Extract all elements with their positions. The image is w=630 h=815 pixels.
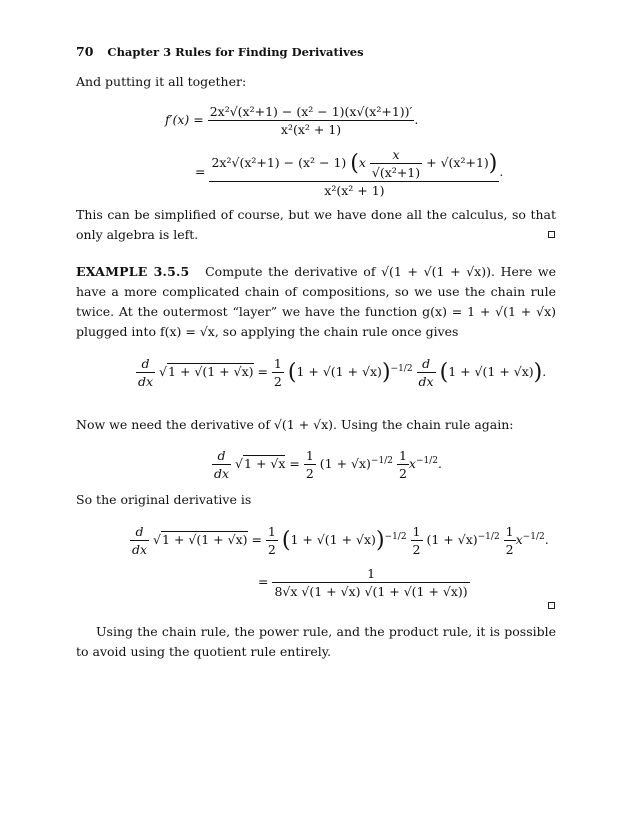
equation-2: $\frac{d}{dx}$ √1 + √(1 + √x) = $\frac{1}{2}$ $(1 + √(1 + √x))^{-1/2}$ $\frac{d}{dx}$ (1 + √(1 + √x)). xyxy=(138,356,547,389)
eq1-denominator-2: x²(x² + 1) xyxy=(209,181,499,198)
equation-1-line-2 xyxy=(195,147,503,198)
eq2-lhs-radicand: 1 + √(1 + √x) xyxy=(168,364,254,379)
half-numerator: 1 xyxy=(273,356,282,371)
dx-symbol-2: dx xyxy=(418,374,434,389)
eq3-dx: dx xyxy=(214,466,230,481)
eq4-mid-exp: −1/2 xyxy=(477,531,500,542)
running-title: Chapter 3 Rules for Finding Derivatives xyxy=(107,45,364,59)
eq2-exponent: −1/2 xyxy=(390,363,413,374)
eq3-rhs: (1 + √x) xyxy=(319,456,371,471)
eq4-period: . xyxy=(544,532,549,547)
half-denominator: 2 xyxy=(273,374,282,389)
eq4-derivative-operator xyxy=(130,524,149,557)
right-paren: ) xyxy=(488,151,498,176)
eq1-fraction-2 xyxy=(209,147,499,198)
eq1-denominator-1: x²(x² + 1) xyxy=(208,120,415,137)
eq4-half-den: 2 xyxy=(267,542,276,557)
d-symbol: d xyxy=(141,356,150,371)
left-paren: ( xyxy=(350,151,359,176)
eq3-tail-exp: −1/2 xyxy=(415,455,438,466)
eq4-half-2 xyxy=(411,524,423,557)
eq4-half2-num: 1 xyxy=(412,524,421,539)
d-symbol-2: d xyxy=(422,356,431,371)
eq4-d: d xyxy=(135,524,144,539)
eq4-paren: 1 + √(1 + √x) xyxy=(290,532,376,547)
qed-box-2 xyxy=(548,602,555,609)
eq1-numerator-2: 2x²√(x²+1) − (x² − 1) (x $\frac{x}{\text{√(x²+1)}}$ + √(x²+1)) xyxy=(211,147,498,180)
eq4-final-fraction xyxy=(272,566,469,599)
equation-3: $\frac{d}{dx}$ √1 + √x = $\frac{1}{2}$ $(1 + √x)^{-1/2}$ $\frac{1}{2}$ $x^{-1/2}$. xyxy=(214,448,442,481)
example-text: Compute the derivative of √(1 + √(1 + √x)). Here we have a more complicated chain of compositions, so we use the chain rule twice. At the outermost “layer” we have the function g(x) = 1 + √(1 + √x) plugged into f(x) = √x, so applying the chain rule once gives xyxy=(76,264,557,339)
eq4-tail: x xyxy=(515,532,523,547)
derivative-operator xyxy=(136,356,155,389)
eq4-final-num: 1 xyxy=(367,566,376,581)
dx-symbol: dx xyxy=(138,374,154,389)
example-paragraph xyxy=(76,262,556,342)
page-number: 70 xyxy=(76,44,94,59)
eq3-tail: x xyxy=(408,456,416,471)
eq4-half3-den: 2 xyxy=(505,542,514,557)
closing-paragraph: Using the chain rule, the power rule, and the product rule, it is possible to avoid using the quotient rule entirely. xyxy=(76,624,556,659)
eq4-half xyxy=(266,524,278,557)
simplify-paragraph xyxy=(76,205,556,245)
eq1-inner-num: x xyxy=(392,147,400,162)
eq3-half2-num: 1 xyxy=(398,448,407,463)
equation-4-line-1: $\frac{d}{dx}$ √1 + √(1 + √x) = $\frac{1}{2}$ $(1 + √(1 + √x))^{-1/2}$ $\frac{1}{2}$ $(1 + √x)^{-1/2}$ $\frac{1}{2}$ $x^{-1/2}$. xyxy=(132,524,549,557)
equation-1-line-1 xyxy=(165,104,418,137)
eq1-numerator-1: 2x²√(x²+1) − (x² − 1)(x√(x²+1))′ xyxy=(209,104,413,119)
running-header xyxy=(76,44,364,59)
derivative-operator-2 xyxy=(417,356,436,389)
eq2-paren-2: 1 + √(1 + √x) xyxy=(448,364,534,379)
eq4-final-den: 8√x √(1 + √x) √(1 + √(1 + √x)) xyxy=(274,584,468,599)
eq4-mid: (1 + √x) xyxy=(426,532,478,547)
eq1-num2-part-b: + √(x²+1) xyxy=(426,155,489,170)
eq4-half3-num: 1 xyxy=(505,524,514,539)
eq1-num2-part-a: 2x²√(x²+1) − (x² − 1) xyxy=(211,155,347,170)
eq3-half2-den: 2 xyxy=(398,466,407,481)
eq4-dx: dx xyxy=(132,542,148,557)
eq2-paren-1: 1 + √(1 + √x) xyxy=(296,364,382,379)
eq4-radicand: 1 + √(1 + √x) xyxy=(162,532,248,547)
eq4-half2-den: 2 xyxy=(412,542,421,557)
eq4-half-3 xyxy=(504,524,516,557)
one-half xyxy=(272,356,284,389)
eq3-period: . xyxy=(437,456,442,471)
eq1-inner-den: √(x²+1) xyxy=(371,165,421,180)
eq1-lhs: f′(x) = xyxy=(165,112,204,127)
eq3-derivative-operator xyxy=(212,448,231,481)
qed-box-1 xyxy=(548,231,555,238)
eq4-exponent: −1/2 xyxy=(384,531,407,542)
eq1-period-2: . xyxy=(499,164,504,179)
intro-paragraph: And putting it all together: xyxy=(76,74,247,89)
eq3-d: d xyxy=(217,448,226,463)
eq1-equals: = xyxy=(195,164,206,179)
example-label: EXAMPLE 3.5.5 xyxy=(76,264,190,279)
eq3-exponent: −1/2 xyxy=(370,455,393,466)
eq4-tail-exp: −1/2 xyxy=(522,531,545,542)
eq3-half-2 xyxy=(397,448,409,481)
eq4-half-num: 1 xyxy=(267,524,276,539)
eq3-half-den: 2 xyxy=(305,466,314,481)
eq3-half-num: 1 xyxy=(305,448,314,463)
eq3-radicand: 1 + √x xyxy=(244,456,286,471)
eq3-half xyxy=(304,448,316,481)
original-paragraph: So the original derivative is xyxy=(76,492,252,507)
now-paragraph: Now we need the derivative of √(1 + √x). Using the chain rule again: xyxy=(76,417,514,432)
eq1-period-1: . xyxy=(414,112,419,127)
eq1-inner-fraction xyxy=(370,147,422,180)
eq4-equals: = xyxy=(258,574,269,589)
equation-4-line-2 xyxy=(258,566,470,599)
simplify-text: This can be simplified of course, but we have done all the calculus, so that only algebra is left. xyxy=(76,207,556,242)
eq1-fraction-1 xyxy=(208,104,415,137)
eq2-period: . xyxy=(542,364,547,379)
